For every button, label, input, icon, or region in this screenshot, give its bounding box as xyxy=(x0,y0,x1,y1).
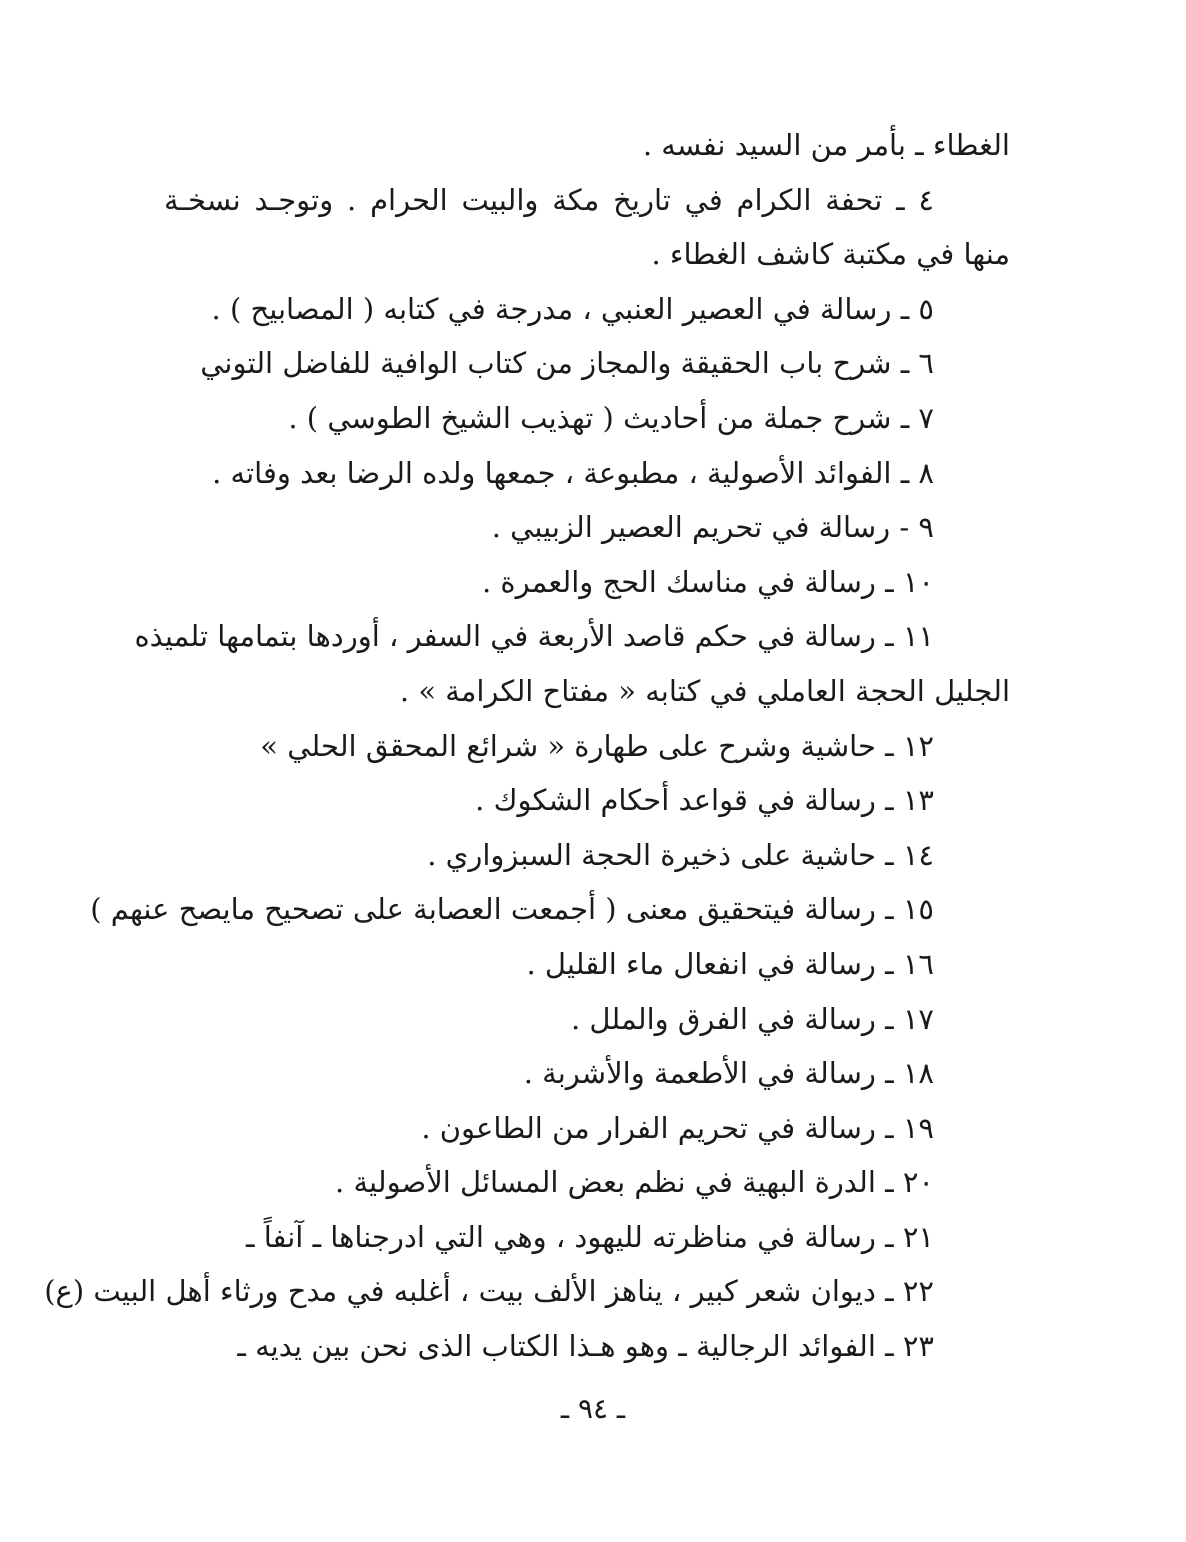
text-line: ١٠ ـ رسالة في مناسك الحج والعمرة . xyxy=(482,564,934,599)
text-line: ٥ ـ رسالة في العصير العنبي ، مدرجة في كتابه ( المصابيح ) . xyxy=(211,291,934,326)
text-line: ٦ ـ شرح باب الحقيقة والمجاز من كتاب الوافية للفاضل التوني xyxy=(200,346,934,381)
text-line: ١٥ ـ رسالة فيتحقيق معنى ( أجمعت العصابة على تصحيح مايصح عنهم ) xyxy=(90,892,934,927)
text-line: ١٨ ـ رسالة في الأطعمة والأشربة . xyxy=(523,1056,934,1091)
page-number: ـ ٩٤ ـ xyxy=(560,1392,626,1425)
text-line: ٨ ـ الفوائد الأصولية ، مطبوعة ، جمعها ولده الرضا بعد وفاته . xyxy=(212,455,934,490)
text-line: منها في مكتبة كاشف الغطاء . xyxy=(651,237,1010,272)
text-line: ١٧ ـ رسالة في الفرق والملل . xyxy=(570,1001,934,1036)
body-text xyxy=(44,118,1010,1374)
text-line: ١٤ ـ حاشية على ذخيرة الحجة السبزواري . xyxy=(427,837,934,872)
text-line: ٩ - رسالة في تحريم العصير الزبيبي . xyxy=(491,510,934,545)
text-line: ١٦ ـ رسالة في انفعال ماء القليل . xyxy=(526,946,934,981)
text-line: ٧ ـ شرح جملة من أحاديث ( تهذيب الشيخ الطوسي ) . xyxy=(288,400,934,435)
text-line: الغطاء ـ بأمر من السيد نفسه . xyxy=(642,128,1010,162)
text-line: ٤ ـ تحفة الكرام في تاريخ مكة والبيت الحرام . وتوجـد نسخـة xyxy=(164,182,934,217)
text-line: ١٩ ـ رسالة في تحريم الفرار من الطاعون . xyxy=(421,1110,934,1145)
text-line: ٢٢ ـ ديوان شعر كبير ، يناهز الألف بيت ، أغلبه في مدح ورثاء أهل البيت (ع) xyxy=(44,1274,934,1309)
text-line: ١٢ ـ حاشية وشرح على طهارة « شرائع المحقق الحلي » xyxy=(260,728,934,763)
text-line: ١٣ ـ رسالة في قواعد أحكام الشكوك . xyxy=(475,783,934,818)
text-line: ١١ ـ رسالة في حكم قاصد الأربعة في السفر ، أوردها بتمامها تلميذه xyxy=(134,619,934,654)
text-line: ٢٣ ـ الفوائد الرجالية ـ وهو هـذا الكتاب الذى نحن بين يديه ـ xyxy=(237,1329,934,1364)
text-line: ٢٠ ـ الدرة البهية في نظم بعض المسائل الأصولية . xyxy=(335,1165,934,1200)
text-line: ٢١ ـ رسالة في مناظرته لليهود ، وهي التي ادرجناها ـ آنفاً ـ xyxy=(246,1219,934,1254)
text-line: الجليل الحجة العاملي في كتابه « مفتاح الكرامة » . xyxy=(399,673,1010,708)
